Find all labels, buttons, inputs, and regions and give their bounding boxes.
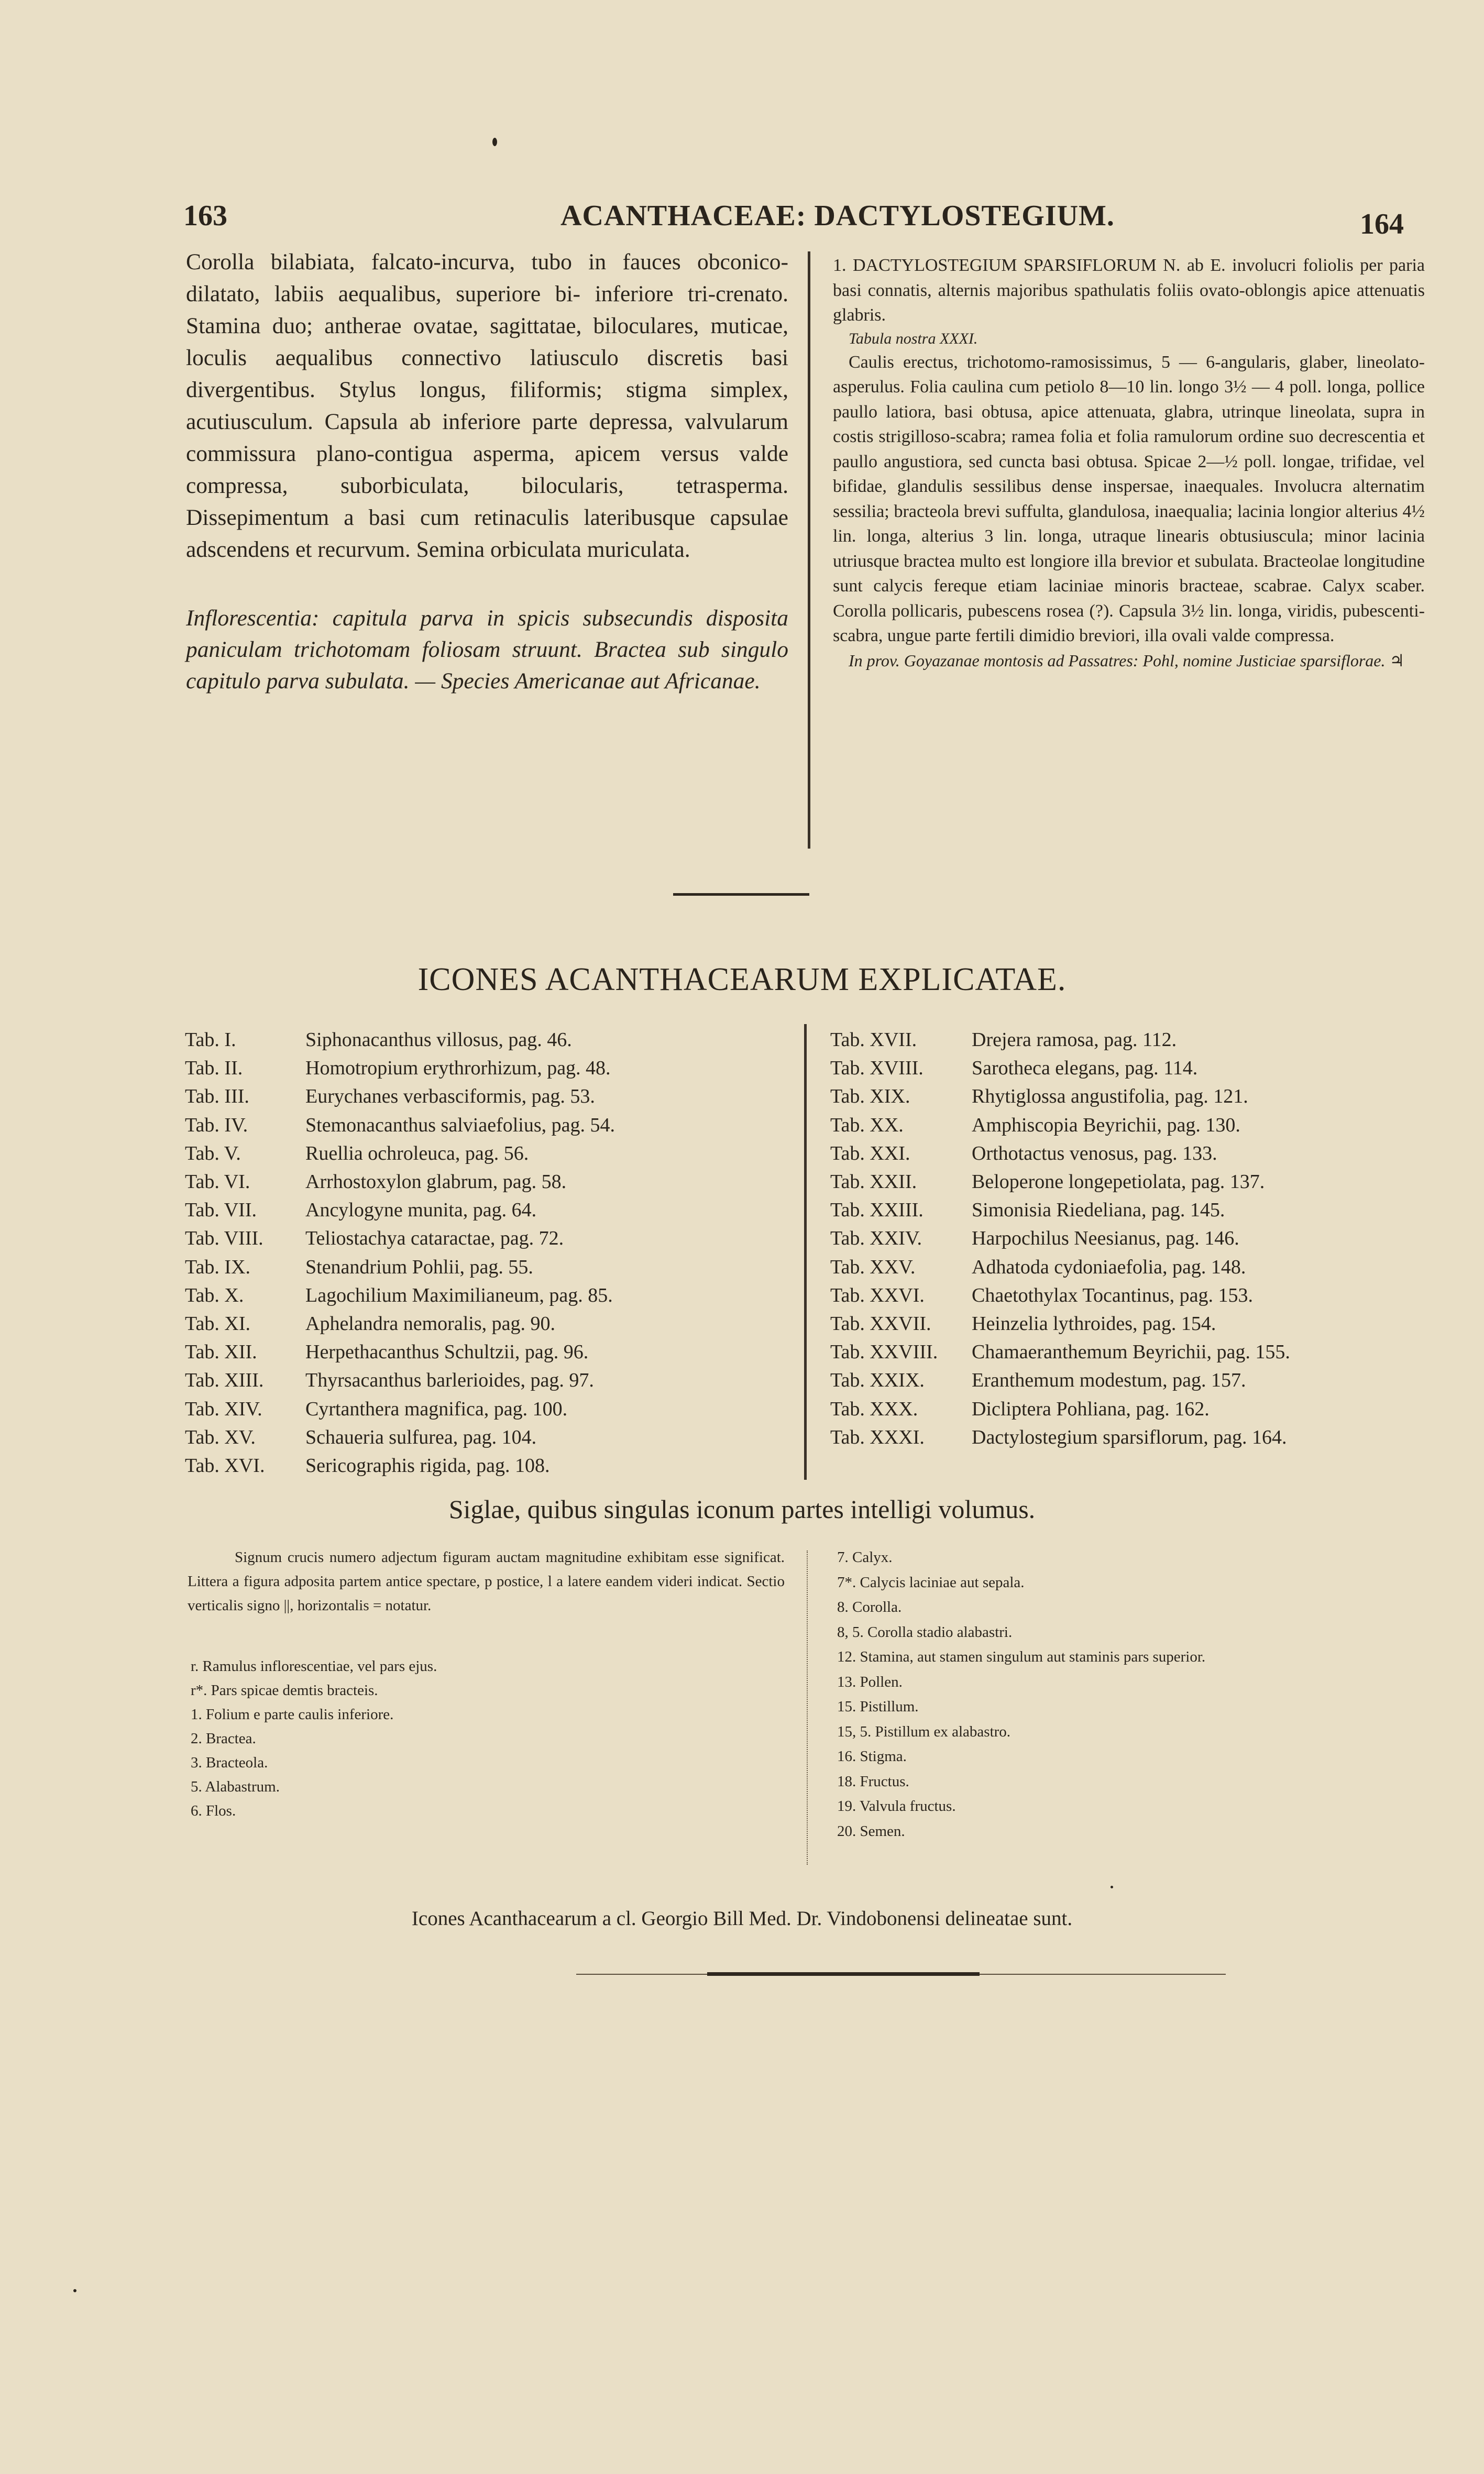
plate-entry: Tab. XXV. Adhatoda cydoniaefolia, pag. 148. bbox=[830, 1256, 1246, 1278]
plate-entry: Tab. XV. Schaueria sulfurea, pag. 104. bbox=[185, 1426, 537, 1448]
plate-entry: Tab. XVII. Drejera ramosa, pag. 112. bbox=[830, 1029, 1177, 1051]
siglae-right-column bbox=[837, 1545, 1413, 1844]
genus-description-column bbox=[186, 246, 788, 697]
plate-entry: Tab. X. Lagochilium Maximilianeum, pag. 85. bbox=[185, 1284, 613, 1306]
plate-entry: Tab. III. Eurychanes verbasciformis, pag. 53. bbox=[185, 1085, 595, 1108]
plate-entry: Tab. XII. Herpethacanthus Schultzii, pag. 96. bbox=[185, 1341, 589, 1364]
plate-entry: Tab. XXVIII. Chamaeranthemum Beyrichii, pag. 155. bbox=[830, 1341, 1290, 1364]
species-description: Caulis erectus, trichotomo-ramosissimus, 5 — 6-angularis, glaber, lineolato-asperulus. Folia caulina cum petiolo 8—10 lin. longo 3½ — 4 poll. longa, pollice paullo latiora, basi obtusa, apice attenuata, glabra, utrinque lineolata, supra in costis strigilloso-scabra; ramea folia et folia ramulorum ordine suo decrescentia et paullo angustiora, sed cuncta basi obtusa. Spicae 2—½ poll. longae, trifidae, vel bifidae, glandulis sessilibus dense inspersae, inaequales. Involucra alternatim sessilia; bracteola brevi suffulta, glandulosa, inaequalia; lacinia longior alterius 4½ lin. longa, alterius 3 lin. longa, utraque linearis obtusiuscula; minor lacinia utriusque bractea multo est longiore illa brevior et subulata. Bracteolae longitudine sunt calycis fereque etiam laciniae minoris bracteae, scabrae. Calyx scaber. Corolla pollicaris, pubescens rosea (?). Capsula 3½ lin. longa, viridis, pubescenti-scabra, ungue parte fertili dimidio breviori, illa ovali valde compressa. bbox=[833, 352, 1425, 645]
siglae-item: 20. Semen. bbox=[837, 1822, 905, 1840]
plate-entry: Tab. XXVI. Chaetothylax Tocantinus, pag. 153. bbox=[830, 1284, 1253, 1306]
plate-entry: Tab. XIX. Rhytiglossa angustifolia, pag. 121. bbox=[830, 1085, 1248, 1108]
section-title: ICONES ACANTHACEARUM EXPLICATAE. bbox=[417, 962, 1067, 997]
plate-entry: Tab. V. Ruellia ochroleuca, pag. 56. bbox=[185, 1142, 529, 1164]
page-number-right: 164 bbox=[1360, 208, 1404, 240]
siglae-item: 7. Calyx. bbox=[837, 1549, 893, 1566]
plate-entry: Tab. VII. Ancylogyne munita, pag. 64. bbox=[185, 1199, 537, 1222]
plate-list-right bbox=[830, 1026, 1422, 1452]
siglae-item: 12. Stamina, aut stamen singulum aut staminis pars superior. bbox=[837, 1648, 1206, 1665]
page-number-left: 163 bbox=[183, 200, 227, 232]
plate-entry: Tab. XXII. Beloperone longepetiolata, pag. 137. bbox=[830, 1171, 1265, 1193]
genus-description: Corolla bilabiata, falcato-incurva, tubo in fauces obconico-dilatato, labiis aequalibus, superiore bi- inferiore tri-crenato. Stamina duo; antherae ovatae, sagittatae, biloculares, muticae, loculis aequalibus connectivo latiusculo discretis basi divergentibus. Stylus longus, filiformis; stigma simplex, acutiusculum. Capsula ab inferiore parte depressa, valvularum commissura plano-contigua asperma, apicem versus valde compressa, suborbiculata, bilocularis, tetrasperma. Dissepimentum a basi cum retinaculis lateribusque capsulae adscendens et recurvum. Semina orbiculata muriculata. bbox=[186, 249, 788, 562]
plate-entry: Tab. XI. Aphelandra nemoralis, pag. 90. bbox=[185, 1313, 555, 1335]
siglae-item: 19. Valvula fructus. bbox=[837, 1798, 956, 1815]
plate-entry: Tab. IV. Stemonacanthus salviaefolius, pag. 54. bbox=[185, 1114, 615, 1136]
siglae-item: 1. Folium e parte caulis inferiore. bbox=[191, 1706, 394, 1723]
plate-entry: Tab. XVI. Sericographis rigida, pag. 108. bbox=[185, 1455, 550, 1477]
siglae-item: 18. Fructus. bbox=[837, 1773, 909, 1790]
plate-entry: Tab. XVIII. Sarotheca elegans, pag. 114. bbox=[830, 1057, 1198, 1080]
siglae-divider bbox=[807, 1551, 808, 1865]
plate-entry: Tab. XXIV. Harpochilus Neesianus, pag. 146. bbox=[830, 1227, 1239, 1250]
plate-entry: Tab. IX. Stenandrium Pohlii, pag. 55. bbox=[185, 1256, 533, 1278]
plate-entry: Tab. XXIX. Eranthemum modestum, pag. 157. bbox=[830, 1369, 1246, 1392]
siglae-item: 6. Flos. bbox=[191, 1802, 236, 1819]
siglae-intro: Signum crucis numero adjectum figuram auctam magnitudine exhibitam esse significat. Littera a figura adposita partem antice spectare, p postice, l a latere eandem videri indicat. Sectio verticalis signo ||, horizontalis = notatur. bbox=[188, 1549, 785, 1614]
siglae-item: 13. Pollen. bbox=[837, 1673, 903, 1690]
siglae-item: 8, 5. Corolla stadio alabastri. bbox=[837, 1623, 1013, 1641]
plate-entry: Tab. XXXI. Dactylostegium sparsiflorum, pag. 164. bbox=[830, 1426, 1287, 1448]
siglae-item: 7*. Calycis laciniae aut sepala. bbox=[837, 1574, 1025, 1591]
plate-list-divider bbox=[804, 1024, 807, 1480]
siglae-heading: Siglae, quibus singulas iconum partes intelligi volumus. bbox=[448, 1494, 1036, 1524]
siglae-item: 5. Alabastrum. bbox=[191, 1778, 280, 1795]
separator-rule bbox=[673, 893, 809, 896]
plate-entry: Tab. I. Siphonacanthus villosus, pag. 46. bbox=[185, 1029, 572, 1051]
plate-entry: Tab. XX. Amphiscopia Beyrichii, pag. 130. bbox=[830, 1114, 1240, 1136]
plate-entry: Tab. VIII. Teliostachya cataractae, pag. 72. bbox=[185, 1227, 564, 1250]
inflorescence-paragraph: Inflorescentia: capitula parva in spicis subsecundis disposita paniculam trichotomam foliosam struunt. Bractea sub singulo capitulo parva subulata. — Species Americanae aut Africanae. bbox=[186, 606, 788, 694]
plate-entry: Tab. VI. Arrhostoxylon glabrum, pag. 58. bbox=[185, 1171, 567, 1193]
siglae-item: 8. Corolla. bbox=[837, 1599, 902, 1615]
illustrator-credit: Icones Acanthacearum a cl. Georgio Bill Med. Dr. Vindobonensi delineatae sunt. bbox=[411, 1907, 1073, 1930]
plate-entry: Tab. XIV. Cyrtanthera magnifica, pag. 100. bbox=[185, 1398, 568, 1420]
plate-entry: Tab. XXX. Dicliptera Pohliana, pag. 162. bbox=[830, 1398, 1210, 1420]
page-title: ACANTHACEAE: DACTYLOSTEGIUM. bbox=[560, 200, 1115, 232]
running-header bbox=[183, 195, 1404, 240]
siglae-left-column bbox=[188, 1545, 785, 1823]
bottom-rule-bold bbox=[707, 1972, 980, 1976]
siglae-item: r*. Pars spicae demtis bracteis. bbox=[191, 1682, 378, 1699]
siglae-item: 15. Pistillum. bbox=[837, 1698, 919, 1715]
paper-speck bbox=[73, 2289, 76, 2292]
siglae-item: r. Ramulus inflorescentiae, vel pars ejus. bbox=[191, 1658, 437, 1675]
plate-list-left bbox=[185, 1026, 787, 1480]
siglae-item: 16. Stigma. bbox=[837, 1748, 907, 1765]
paper-speck bbox=[492, 138, 497, 146]
plate-entry: Tab. XIII. Thyrsacanthus barlerioides, pag. 97. bbox=[185, 1369, 594, 1392]
plate-entry: Tab. XXVII. Heinzelia lythroides, pag. 154. bbox=[830, 1313, 1216, 1335]
siglae-item: 3. Bracteola. bbox=[191, 1754, 268, 1771]
siglae-item: 15, 5. Pistillum ex alabastro. bbox=[837, 1723, 1011, 1740]
species-title: 1. DACTYLOSTEGIUM SPARSIFLORUM N. ab E. involucri foliolis per paria basi connatis, alternis majoribus spathulatis foliis ovato-oblongis apice attenuatis glabris. bbox=[833, 256, 1425, 325]
paper-speck bbox=[1111, 1886, 1113, 1888]
tabula-reference: Tabula nostra XXXI. bbox=[849, 329, 978, 347]
species-column bbox=[833, 253, 1425, 673]
plate-entry: Tab. II. Homotropium erythrorhizum, pag. 48. bbox=[185, 1057, 611, 1080]
plate-entry: Tab. XXIII. Simonisia Riedeliana, pag. 145. bbox=[830, 1199, 1225, 1222]
column-divider bbox=[808, 251, 810, 849]
plate-entry: Tab. XXI. Orthotactus venosus, pag. 133. bbox=[830, 1142, 1217, 1164]
locality-note: In prov. Goyazanae montosis ad Passatres: Pohl, nomine Justiciae sparsiflorae. ♃ bbox=[849, 651, 1405, 670]
siglae-item: 2. Bractea. bbox=[191, 1730, 256, 1747]
